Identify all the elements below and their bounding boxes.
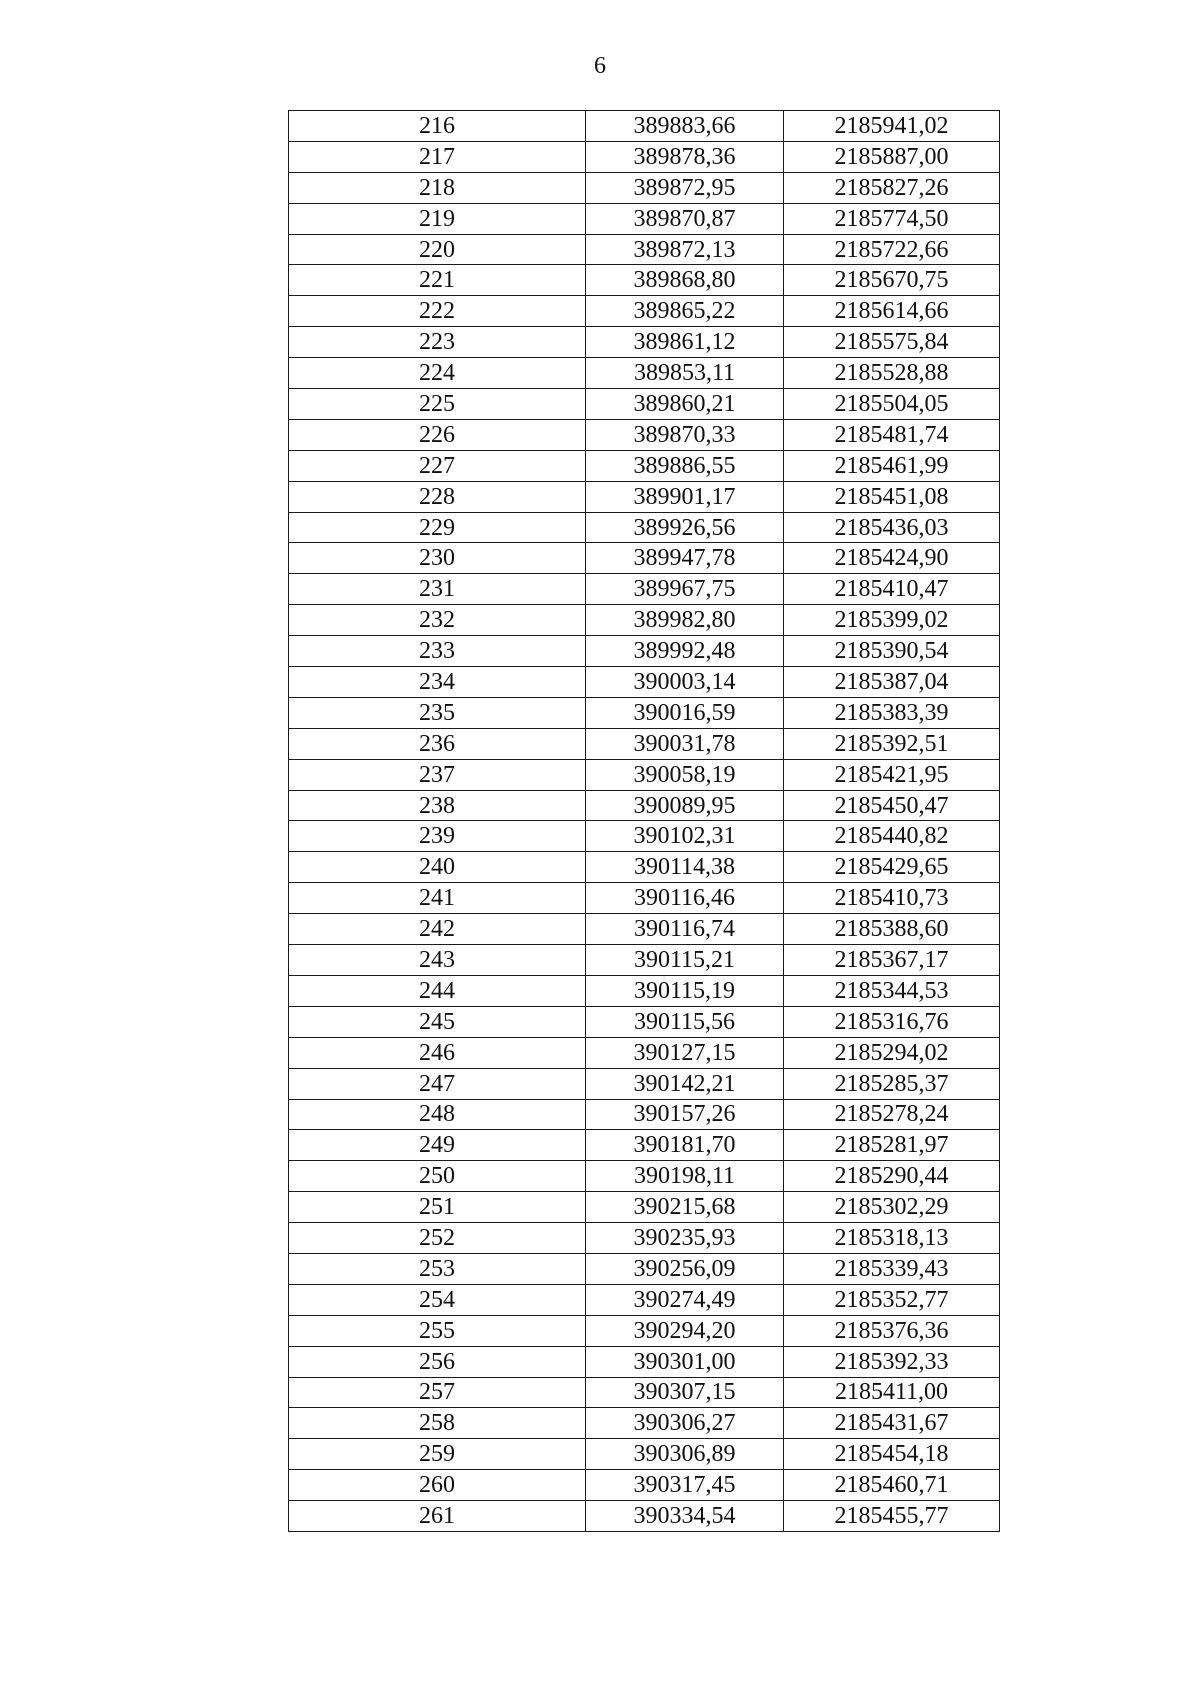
x-coordinate-cell: 390181,70: [586, 1130, 784, 1161]
x-coordinate-cell: 389860,21: [586, 389, 784, 420]
point-number-cell: 242: [289, 914, 586, 945]
y-coordinate-cell: 2185460,71: [784, 1470, 1000, 1501]
table-row: [289, 667, 1000, 698]
x-coordinate-cell: 390198,11: [586, 1161, 784, 1192]
table-row: [289, 141, 1000, 172]
point-number-cell: 219: [289, 203, 586, 234]
point-number-cell: 257: [289, 1377, 586, 1408]
point-number-cell: 256: [289, 1346, 586, 1377]
y-coordinate-cell: 2185387,04: [784, 667, 1000, 698]
x-coordinate-cell: 390307,15: [586, 1377, 784, 1408]
x-coordinate-cell: 389886,55: [586, 450, 784, 481]
y-coordinate-cell: 2185390,54: [784, 636, 1000, 667]
point-number-cell: 248: [289, 1099, 586, 1130]
point-number-cell: 220: [289, 234, 586, 265]
table-row: [289, 111, 1000, 142]
x-coordinate-cell: 389967,75: [586, 574, 784, 605]
table-row: [289, 1099, 1000, 1130]
table-row: [289, 1037, 1000, 1068]
x-coordinate-cell: 390114,38: [586, 852, 784, 883]
x-coordinate-cell: 389861,12: [586, 327, 784, 358]
y-coordinate-cell: 2185392,33: [784, 1346, 1000, 1377]
table-row: [289, 914, 1000, 945]
table-row: [289, 512, 1000, 543]
y-coordinate-cell: 2185454,18: [784, 1439, 1000, 1470]
point-number-cell: 216: [289, 111, 586, 142]
x-coordinate-cell: 390016,59: [586, 697, 784, 728]
point-number-cell: 252: [289, 1223, 586, 1254]
x-coordinate-cell: 389926,56: [586, 512, 784, 543]
table-row: [289, 945, 1000, 976]
y-coordinate-cell: 2185410,47: [784, 574, 1000, 605]
point-number-cell: 227: [289, 450, 586, 481]
x-coordinate-cell: 389872,95: [586, 172, 784, 203]
point-number-cell: 224: [289, 358, 586, 389]
x-coordinate-cell: 390215,68: [586, 1192, 784, 1223]
x-coordinate-cell: 389872,13: [586, 234, 784, 265]
table-row: [289, 636, 1000, 667]
x-coordinate-cell: 389901,17: [586, 481, 784, 512]
point-number-cell: 229: [289, 512, 586, 543]
table-row: [289, 821, 1000, 852]
table-row: [289, 1439, 1000, 1470]
x-coordinate-cell: 390058,19: [586, 759, 784, 790]
x-coordinate-cell: 390031,78: [586, 728, 784, 759]
point-number-cell: 244: [289, 975, 586, 1006]
table-row: [289, 1006, 1000, 1037]
x-coordinate-cell: 390235,93: [586, 1223, 784, 1254]
table-row: [289, 1377, 1000, 1408]
y-coordinate-cell: 2185504,05: [784, 389, 1000, 420]
point-number-cell: 236: [289, 728, 586, 759]
point-number-cell: 228: [289, 481, 586, 512]
coordinates-table-body: [289, 111, 1000, 1532]
table-row: [289, 389, 1000, 420]
table-row: [289, 574, 1000, 605]
x-coordinate-cell: 389947,78: [586, 543, 784, 574]
y-coordinate-cell: 2185614,66: [784, 296, 1000, 327]
x-coordinate-cell: 389883,66: [586, 111, 784, 142]
y-coordinate-cell: 2185670,75: [784, 265, 1000, 296]
y-coordinate-cell: 2185528,88: [784, 358, 1000, 389]
y-coordinate-cell: 2185392,51: [784, 728, 1000, 759]
x-coordinate-cell: 389870,87: [586, 203, 784, 234]
x-coordinate-cell: 390142,21: [586, 1068, 784, 1099]
point-number-cell: 258: [289, 1408, 586, 1439]
x-coordinate-cell: 390294,20: [586, 1315, 784, 1346]
y-coordinate-cell: 2185318,13: [784, 1223, 1000, 1254]
x-coordinate-cell: 389878,36: [586, 141, 784, 172]
coordinates-table: [288, 110, 1000, 1532]
table-row: [289, 327, 1000, 358]
point-number-cell: 250: [289, 1161, 586, 1192]
x-coordinate-cell: 389982,80: [586, 605, 784, 636]
y-coordinate-cell: 2185575,84: [784, 327, 1000, 358]
point-number-cell: 233: [289, 636, 586, 667]
table-row: [289, 481, 1000, 512]
y-coordinate-cell: 2185344,53: [784, 975, 1000, 1006]
point-number-cell: 260: [289, 1470, 586, 1501]
y-coordinate-cell: 2185294,02: [784, 1037, 1000, 1068]
point-number-cell: 221: [289, 265, 586, 296]
x-coordinate-cell: 390256,09: [586, 1253, 784, 1284]
point-number-cell: 218: [289, 172, 586, 203]
table-row: [289, 1284, 1000, 1315]
table-row: [289, 1068, 1000, 1099]
table-row: [289, 1161, 1000, 1192]
table-row: [289, 172, 1000, 203]
table-row: [289, 1346, 1000, 1377]
y-coordinate-cell: 2185339,43: [784, 1253, 1000, 1284]
y-coordinate-cell: 2185302,29: [784, 1192, 1000, 1223]
y-coordinate-cell: 2185411,00: [784, 1377, 1000, 1408]
point-number-cell: 223: [289, 327, 586, 358]
table-row: [289, 1130, 1000, 1161]
y-coordinate-cell: 2185285,37: [784, 1068, 1000, 1099]
point-number-cell: 259: [289, 1439, 586, 1470]
point-number-cell: 217: [289, 141, 586, 172]
y-coordinate-cell: 2185316,76: [784, 1006, 1000, 1037]
y-coordinate-cell: 2185451,08: [784, 481, 1000, 512]
point-number-cell: 240: [289, 852, 586, 883]
table-row: [289, 605, 1000, 636]
y-coordinate-cell: 2185481,74: [784, 419, 1000, 450]
x-coordinate-cell: 390306,89: [586, 1439, 784, 1470]
point-number-cell: 245: [289, 1006, 586, 1037]
y-coordinate-cell: 2185455,77: [784, 1501, 1000, 1532]
x-coordinate-cell: 390334,54: [586, 1501, 784, 1532]
point-number-cell: 238: [289, 790, 586, 821]
x-coordinate-cell: 390306,27: [586, 1408, 784, 1439]
y-coordinate-cell: 2185431,67: [784, 1408, 1000, 1439]
point-number-cell: 255: [289, 1315, 586, 1346]
table-row: [289, 358, 1000, 389]
table-row: [289, 1470, 1000, 1501]
point-number-cell: 234: [289, 667, 586, 698]
point-number-cell: 253: [289, 1253, 586, 1284]
x-coordinate-cell: 390102,31: [586, 821, 784, 852]
table-row: [289, 543, 1000, 574]
y-coordinate-cell: 2185774,50: [784, 203, 1000, 234]
x-coordinate-cell: 390115,19: [586, 975, 784, 1006]
y-coordinate-cell: 2185281,97: [784, 1130, 1000, 1161]
table-row: [289, 296, 1000, 327]
y-coordinate-cell: 2185383,39: [784, 697, 1000, 728]
x-coordinate-cell: 389865,22: [586, 296, 784, 327]
point-number-cell: 222: [289, 296, 586, 327]
y-coordinate-cell: 2185436,03: [784, 512, 1000, 543]
x-coordinate-cell: 389853,11: [586, 358, 784, 389]
x-coordinate-cell: 390115,56: [586, 1006, 784, 1037]
point-number-cell: 225: [289, 389, 586, 420]
point-number-cell: 254: [289, 1284, 586, 1315]
table-row: [289, 265, 1000, 296]
table-row: [289, 1223, 1000, 1254]
y-coordinate-cell: 2185887,00: [784, 141, 1000, 172]
table-row: [289, 852, 1000, 883]
y-coordinate-cell: 2185367,17: [784, 945, 1000, 976]
y-coordinate-cell: 2185429,65: [784, 852, 1000, 883]
table-row: [289, 1315, 1000, 1346]
y-coordinate-cell: 2185278,24: [784, 1099, 1000, 1130]
point-number-cell: 261: [289, 1501, 586, 1532]
x-coordinate-cell: 390116,74: [586, 914, 784, 945]
table-row: [289, 728, 1000, 759]
point-number-cell: 239: [289, 821, 586, 852]
table-row: [289, 203, 1000, 234]
point-number-cell: 231: [289, 574, 586, 605]
x-coordinate-cell: 390003,14: [586, 667, 784, 698]
y-coordinate-cell: 2185424,90: [784, 543, 1000, 574]
y-coordinate-cell: 2185450,47: [784, 790, 1000, 821]
table-row: [289, 419, 1000, 450]
y-coordinate-cell: 2185941,02: [784, 111, 1000, 142]
point-number-cell: 241: [289, 883, 586, 914]
table-row: [289, 697, 1000, 728]
x-coordinate-cell: 390274,49: [586, 1284, 784, 1315]
x-coordinate-cell: 389992,48: [586, 636, 784, 667]
y-coordinate-cell: 2185461,99: [784, 450, 1000, 481]
table-row: [289, 450, 1000, 481]
y-coordinate-cell: 2185827,26: [784, 172, 1000, 203]
table-row: [289, 1192, 1000, 1223]
point-number-cell: 247: [289, 1068, 586, 1099]
point-number-cell: 226: [289, 419, 586, 450]
y-coordinate-cell: 2185421,95: [784, 759, 1000, 790]
y-coordinate-cell: 2185410,73: [784, 883, 1000, 914]
y-coordinate-cell: 2185290,44: [784, 1161, 1000, 1192]
point-number-cell: 243: [289, 945, 586, 976]
x-coordinate-cell: 390301,00: [586, 1346, 784, 1377]
x-coordinate-cell: 390116,46: [586, 883, 784, 914]
point-number-cell: 232: [289, 605, 586, 636]
table-row: [289, 759, 1000, 790]
table-row: [289, 1408, 1000, 1439]
y-coordinate-cell: 2185388,60: [784, 914, 1000, 945]
point-number-cell: 230: [289, 543, 586, 574]
y-coordinate-cell: 2185399,02: [784, 605, 1000, 636]
table-row: [289, 234, 1000, 265]
table-row: [289, 883, 1000, 914]
point-number-cell: 249: [289, 1130, 586, 1161]
x-coordinate-cell: 390089,95: [586, 790, 784, 821]
x-coordinate-cell: 390157,26: [586, 1099, 784, 1130]
table-row: [289, 790, 1000, 821]
point-number-cell: 235: [289, 697, 586, 728]
table-row: [289, 975, 1000, 1006]
y-coordinate-cell: 2185722,66: [784, 234, 1000, 265]
x-coordinate-cell: 390115,21: [586, 945, 784, 976]
x-coordinate-cell: 389868,80: [586, 265, 784, 296]
table-row: [289, 1501, 1000, 1532]
point-number-cell: 251: [289, 1192, 586, 1223]
y-coordinate-cell: 2185376,36: [784, 1315, 1000, 1346]
point-number-cell: 246: [289, 1037, 586, 1068]
x-coordinate-cell: 389870,33: [586, 419, 784, 450]
x-coordinate-cell: 390317,45: [586, 1470, 784, 1501]
table-row: [289, 1253, 1000, 1284]
point-number-cell: 237: [289, 759, 586, 790]
y-coordinate-cell: 2185440,82: [784, 821, 1000, 852]
page-number: 6: [594, 53, 606, 79]
x-coordinate-cell: 390127,15: [586, 1037, 784, 1068]
y-coordinate-cell: 2185352,77: [784, 1284, 1000, 1315]
